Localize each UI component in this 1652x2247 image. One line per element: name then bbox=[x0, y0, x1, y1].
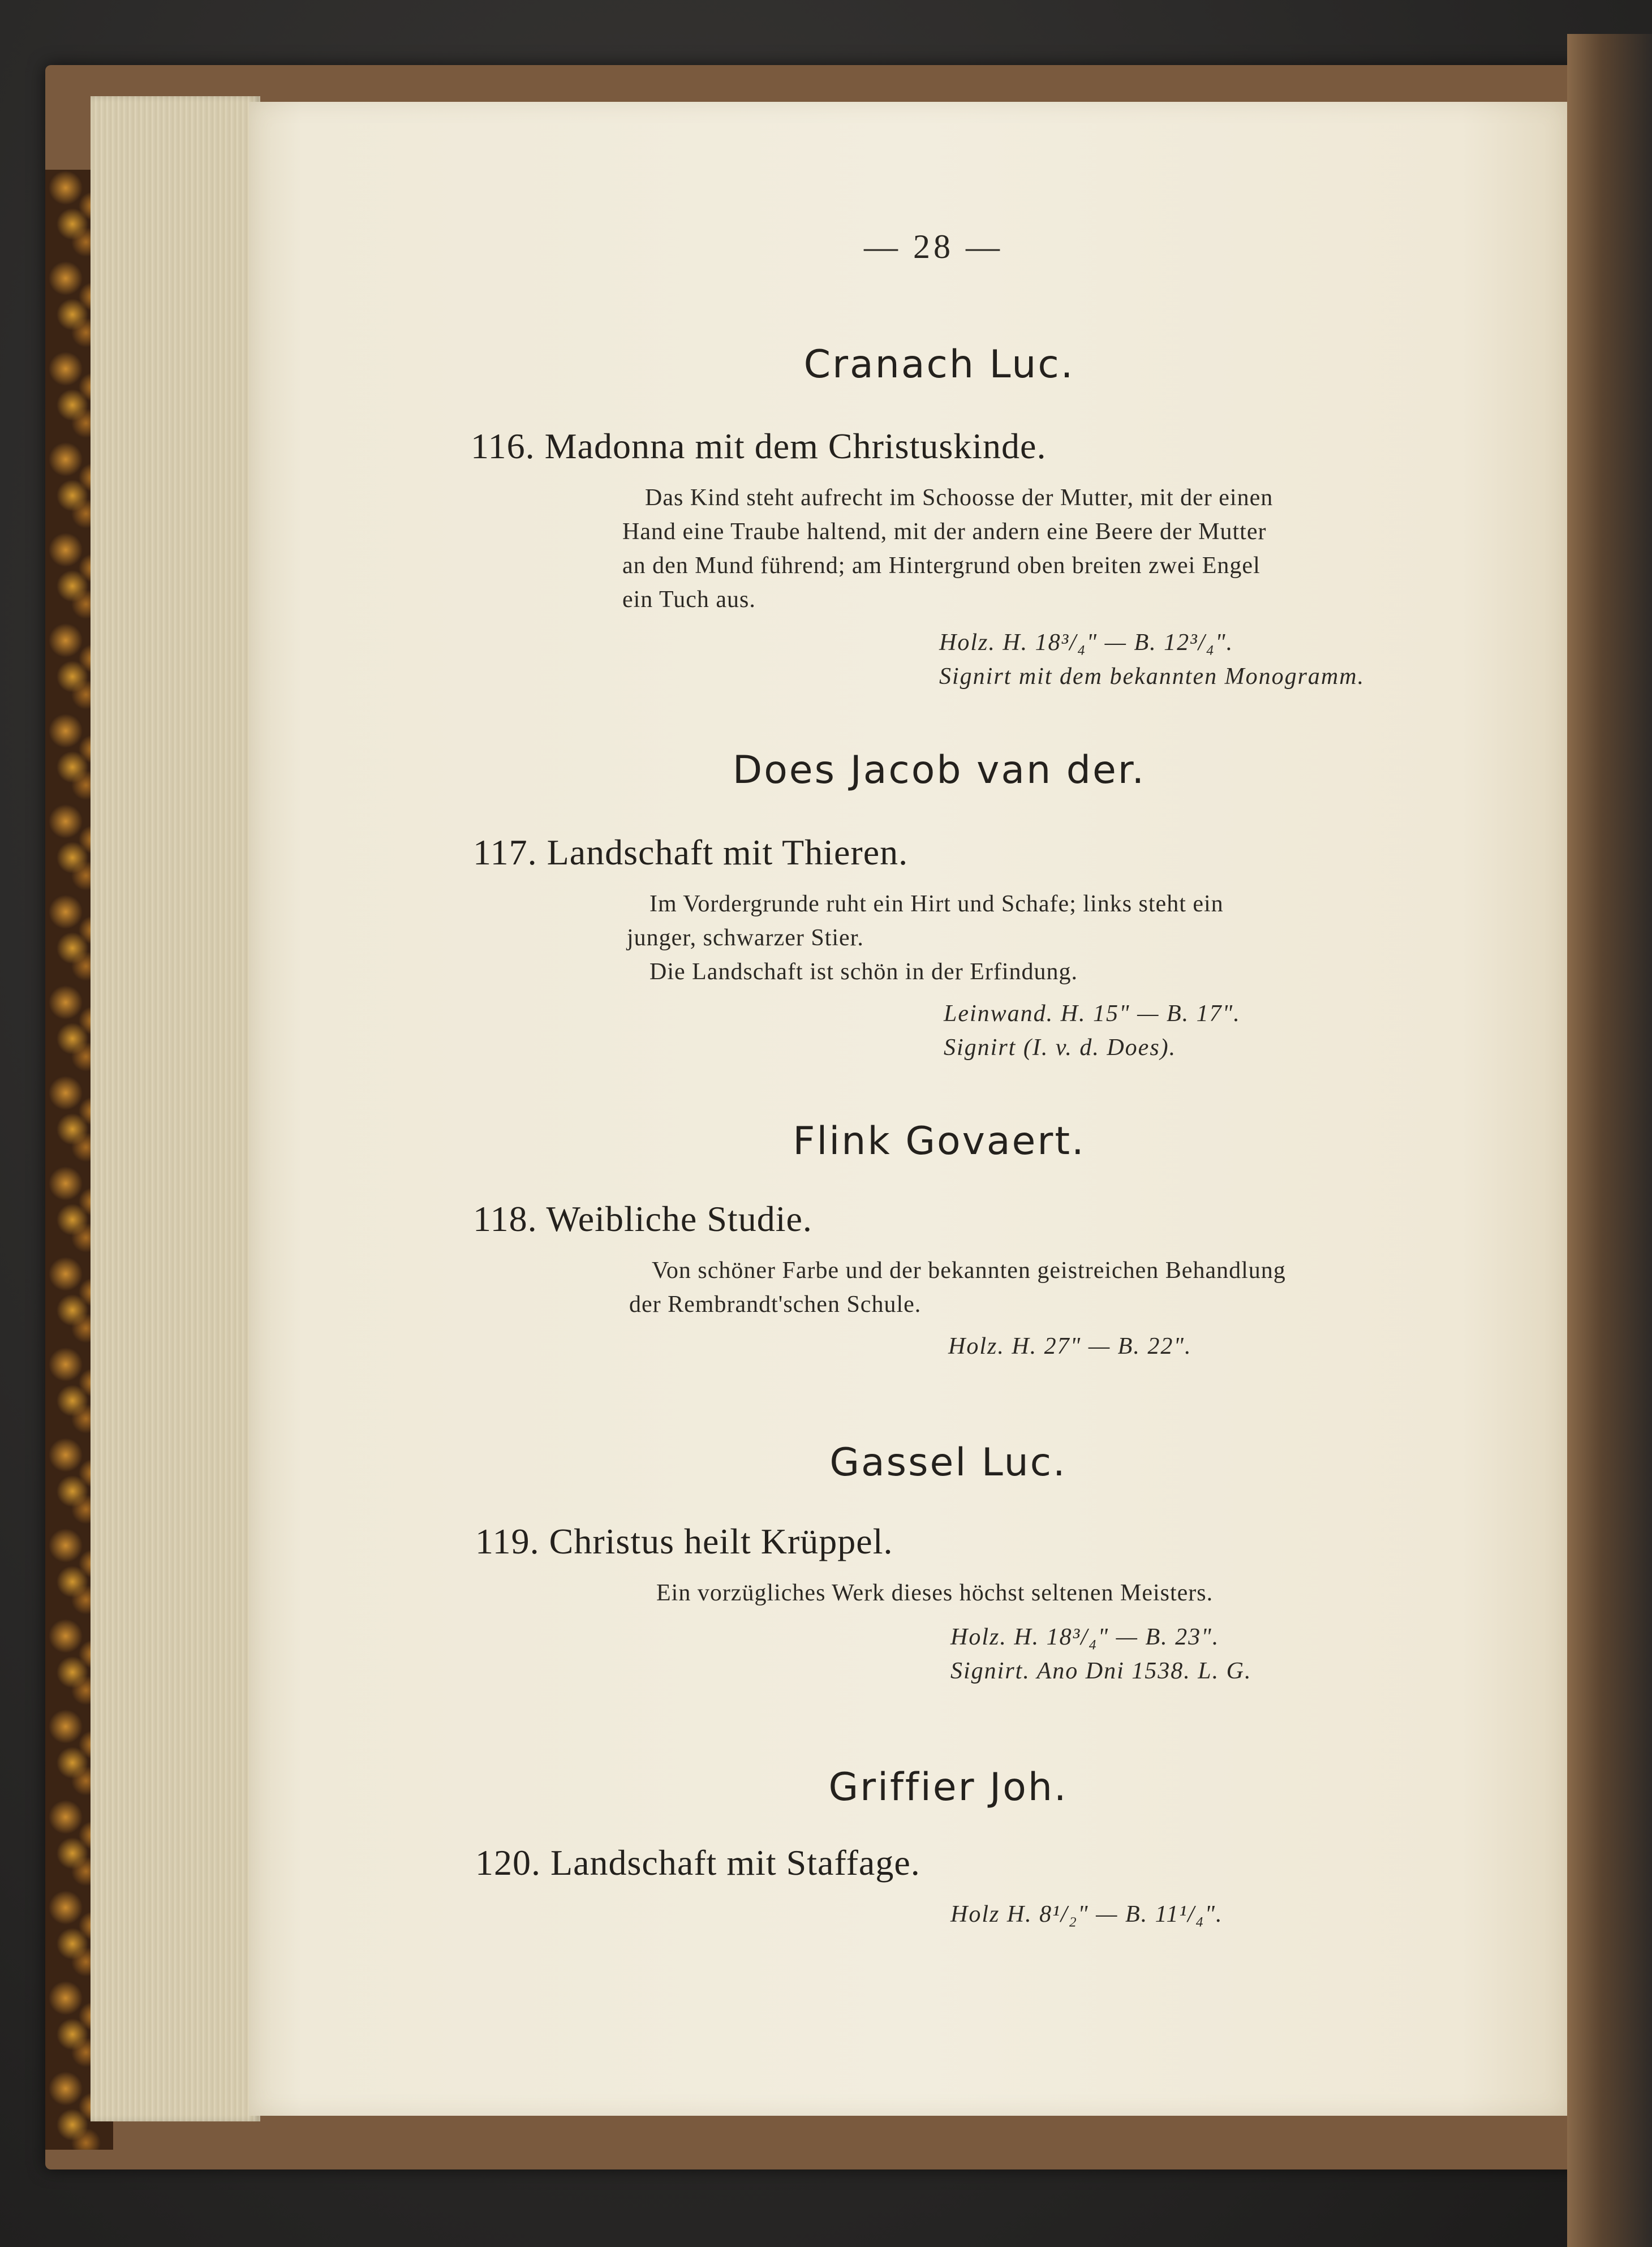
entry-spec: Holz. H. 18³/₄" — B. 12³/₄". bbox=[939, 630, 1234, 656]
entry-description bbox=[629, 1254, 1421, 1321]
description-line: Die Landschaft ist schön in der Erfindung. bbox=[649, 959, 1078, 985]
catalog-entry-title: 118. Weibliche Studie. bbox=[473, 1199, 812, 1239]
entry-spec: Signirt (I. v. d. Does). bbox=[944, 1035, 1177, 1061]
artist-heading: Cranach Luc. bbox=[803, 342, 1075, 387]
entry-spec: Holz. H. 27" — B. 22". bbox=[948, 1333, 1192, 1359]
entry-description bbox=[627, 887, 1419, 989]
catalog-entry-title: 117. Landschaft mit Thieren. bbox=[473, 832, 909, 872]
entry-spec: Signirt mit dem bekannten Monogramm. bbox=[939, 664, 1365, 690]
entry-description bbox=[656, 1576, 1437, 1610]
description-line: junger, schwarzer Stier. bbox=[627, 925, 864, 951]
catalog-entry-title: 120. Landschaft mit Staffage. bbox=[475, 1843, 920, 1883]
artist-heading: Griffier Joh. bbox=[828, 1765, 1068, 1810]
artist-heading: Flink Govaert. bbox=[793, 1119, 1086, 1164]
page-number: — 28 — bbox=[864, 228, 1003, 265]
description-line: der Rembrandt'schen Schule. bbox=[629, 1292, 922, 1318]
catalog-entry-title: 116. Madonna mit dem Christuskinde. bbox=[471, 426, 1047, 466]
description-line: an den Mund führend; am Hintergrund oben breiten zwei Engel bbox=[622, 553, 1260, 579]
artist-heading: Gassel Luc. bbox=[829, 1440, 1067, 1485]
artist-heading: Does Jacob van der. bbox=[732, 748, 1146, 793]
entry-spec: Holz. H. 18³/₄" — B. 23". bbox=[950, 1624, 1220, 1650]
description-line: Ein vorzügliches Werk dieses höchst seltenen Meisters. bbox=[656, 1580, 1214, 1606]
description-line: Hand eine Traube haltend, mit der andern eine Beere der Mutter bbox=[622, 519, 1267, 545]
catalog-entry-title: 119. Christus heilt Krüppel. bbox=[475, 1521, 893, 1561]
description-line: Von schöner Farbe und der bekannten geistreichen Behandlung bbox=[652, 1258, 1286, 1284]
description-line: Das Kind steht aufrecht im Schoosse der Mutter, mit der einen bbox=[645, 485, 1274, 511]
entry-description bbox=[622, 481, 1414, 617]
entry-spec: Leinwand. H. 15" — B. 17". bbox=[944, 1001, 1241, 1027]
description-line: ein Tuch aus. bbox=[622, 587, 756, 613]
entry-spec: Signirt. Ano Dni 1538. L. G. bbox=[950, 1658, 1252, 1684]
entry-spec: Holz H. 8¹/₂" — B. 11¹/₄". bbox=[950, 1901, 1223, 1927]
description-line: Im Vordergrunde ruht ein Hirt und Schafe; links steht ein bbox=[649, 891, 1224, 917]
